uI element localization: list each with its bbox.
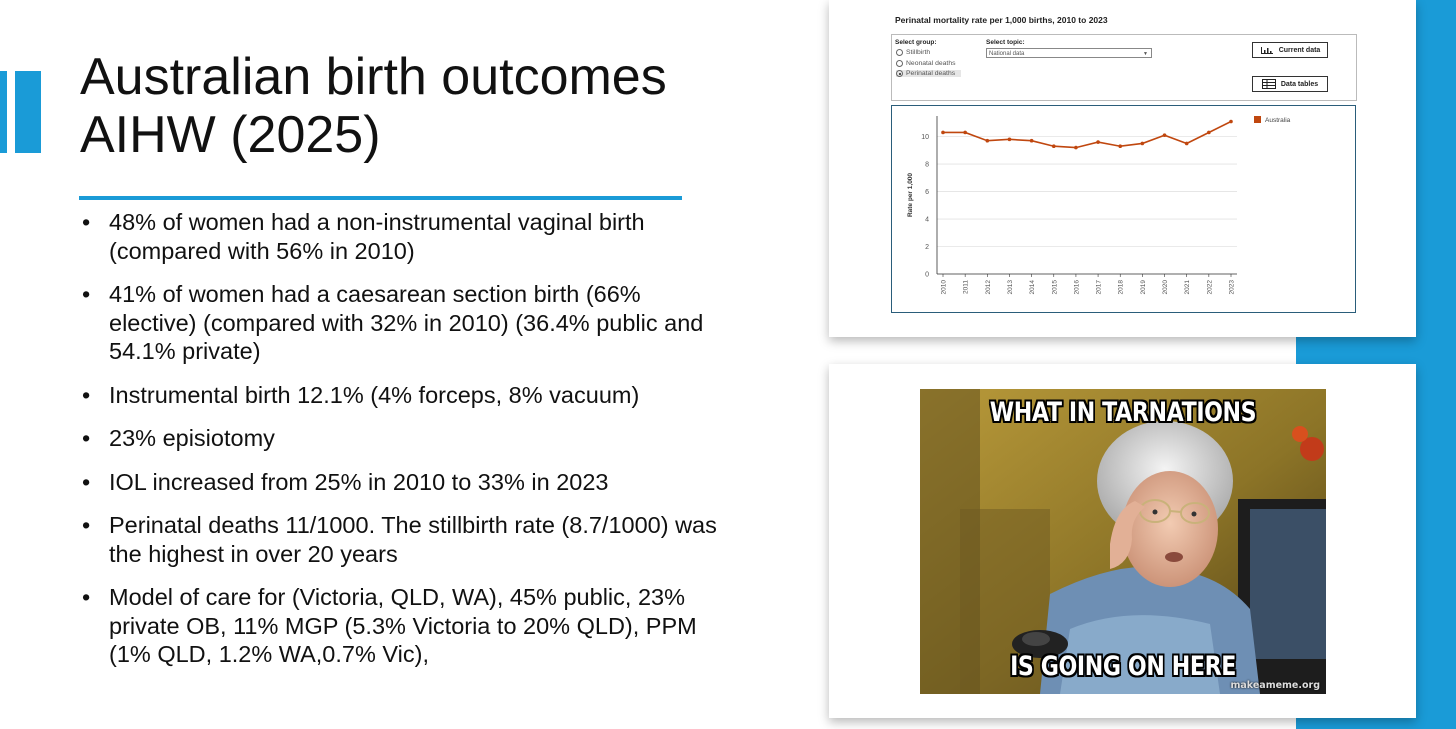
slide-title <box>80 48 760 164</box>
radio-perinatal-deaths[interactable] <box>896 70 961 77</box>
data-tables-label: Data tables <box>1280 80 1319 88</box>
left-accent-bar-thin <box>0 71 7 153</box>
bullet-item <box>80 208 720 265</box>
data-point <box>1074 146 1078 150</box>
data-point <box>1008 138 1012 142</box>
radio-label: Perinatal deaths <box>906 70 956 77</box>
bullet-marker: • <box>82 425 91 451</box>
bullet-marker: • <box>82 381 91 408</box>
bullet-marker: • <box>82 584 91 610</box>
chart-plot-area <box>891 105 1356 313</box>
bar-chart-icon <box>1260 46 1274 55</box>
x-tick-label: 2021 <box>1184 280 1192 295</box>
chart-card <box>829 0 1416 337</box>
current-data-button[interactable] <box>1252 42 1328 58</box>
y-tick-label: 10 <box>921 134 929 142</box>
data-point <box>1096 140 1100 144</box>
bullet-marker: • <box>82 281 91 307</box>
x-tick-label: 2015 <box>1051 280 1059 295</box>
legend-label: Australia <box>1265 117 1291 124</box>
bullet-item <box>80 381 720 410</box>
select-topic-label: Select topic: <box>986 39 1025 46</box>
radio-circle-selected[interactable] <box>896 70 903 77</box>
data-point <box>1030 139 1034 143</box>
slide-title-line1: Australian birth outcomes <box>80 48 667 106</box>
bullet-list <box>80 208 720 684</box>
current-data-label: Current data <box>1278 46 1321 54</box>
y-tick-label: 0 <box>925 271 929 279</box>
title-underline <box>79 196 682 200</box>
bullet-text: 48% of women had a non-instrumental vaginal birth (compared with 56% in 2010) <box>109 209 645 264</box>
x-tick-label: 2017 <box>1095 280 1103 295</box>
chart-controls <box>891 34 1357 101</box>
chart-title: Perinatal mortality rate per 1,000 births, 2010 to 2023 <box>895 15 1108 25</box>
right-accent-block-middle <box>1296 336 1456 364</box>
x-tick-label: 2019 <box>1139 280 1147 295</box>
data-point <box>986 139 990 143</box>
bullet-marker: • <box>82 468 91 495</box>
data-point <box>941 131 945 135</box>
radio-stillbirth[interactable] <box>896 49 930 56</box>
x-tick-label: 2011 <box>962 280 970 294</box>
x-tick-label: 2020 <box>1162 280 1170 295</box>
radio-label: Stillbirth <box>906 49 931 56</box>
bullet-text: Instrumental birth 12.1% (4% forceps, 8% vacuum) <box>109 381 640 408</box>
bullet-item <box>80 511 720 568</box>
data-point <box>1118 144 1122 148</box>
chevron-down-icon: ▼ <box>1143 51 1148 57</box>
meme-image <box>920 389 1326 694</box>
bullet-text: Perinatal deaths 11/1000. The stillbirth rate (8.7/1000) was the highest in over 20 years <box>109 512 717 567</box>
table-icon <box>1262 79 1276 89</box>
data-point <box>963 131 967 135</box>
x-tick-label: 2018 <box>1117 280 1125 295</box>
y-tick-label: 6 <box>925 189 929 197</box>
x-tick-label: 2022 <box>1206 280 1214 295</box>
y-tick-label: 2 <box>925 244 929 252</box>
data-point <box>1207 131 1211 135</box>
x-tick-label: 2012 <box>984 280 992 295</box>
grandma-computer-illustration <box>920 389 1326 694</box>
radio-circle[interactable] <box>896 60 903 67</box>
radio-circle[interactable] <box>896 49 903 56</box>
data-tables-button[interactable] <box>1252 76 1328 92</box>
meme-watermark: makeameme.org <box>1230 680 1320 691</box>
meme-top-text: WHAT IN TARNATIONS <box>989 397 1257 428</box>
y-tick-label: 4 <box>925 216 929 224</box>
bullet-text: Model of care for (Victoria, QLD, WA), 45% public, 23% private OB, 11% MGP (5.3% Victoria to 20% QLD), PPM (1% QLD, 1.2% WA,0.7% Vic), <box>109 584 697 667</box>
radio-label: Neonatal deaths <box>906 60 956 67</box>
slide-title-line2: AIHW (2025) <box>80 106 381 164</box>
x-tick-label: 2014 <box>1029 280 1037 295</box>
bullet-text: IOL increased from 25% in 2010 to 33% in 2023 <box>109 468 609 495</box>
bullet-marker: • <box>82 209 91 235</box>
meme-card <box>829 364 1416 718</box>
topic-select-value: National data <box>989 51 1025 57</box>
y-tick-label: 8 <box>925 161 929 169</box>
meme-bottom-text: IS GOING ON HERE <box>1010 651 1236 682</box>
bullet-marker: • <box>82 512 91 538</box>
bullet-item <box>80 583 720 669</box>
line-chart <box>892 106 1355 312</box>
radio-neonatal-deaths[interactable] <box>896 60 956 67</box>
legend-swatch <box>1254 116 1261 123</box>
select-group-label: Select group: <box>895 39 937 46</box>
bullet-item <box>80 280 720 366</box>
bullet-item <box>80 468 720 497</box>
x-tick-label: 2023 <box>1228 280 1236 295</box>
bullet-text: 41% of women had a caesarean section birth (66% elective) (compared with 32% in 2010) (36.4% public and 54.1% private) <box>109 281 704 364</box>
y-axis-label: Rate per 1,000 <box>907 172 914 218</box>
bullet-text: 23% episiotomy <box>109 425 275 451</box>
data-point <box>1052 144 1056 148</box>
x-tick-label: 2013 <box>1006 280 1014 295</box>
x-tick-label: 2016 <box>1073 280 1081 295</box>
x-tick-label: 2010 <box>940 280 948 295</box>
topic-select[interactable] <box>986 48 1152 58</box>
data-point <box>1185 142 1189 146</box>
data-point <box>1141 142 1145 146</box>
left-accent-bar-thick <box>15 71 41 153</box>
data-point <box>1163 133 1167 137</box>
bullet-item <box>80 424 720 453</box>
right-accent-strip <box>1416 0 1456 729</box>
data-point <box>1229 120 1233 124</box>
